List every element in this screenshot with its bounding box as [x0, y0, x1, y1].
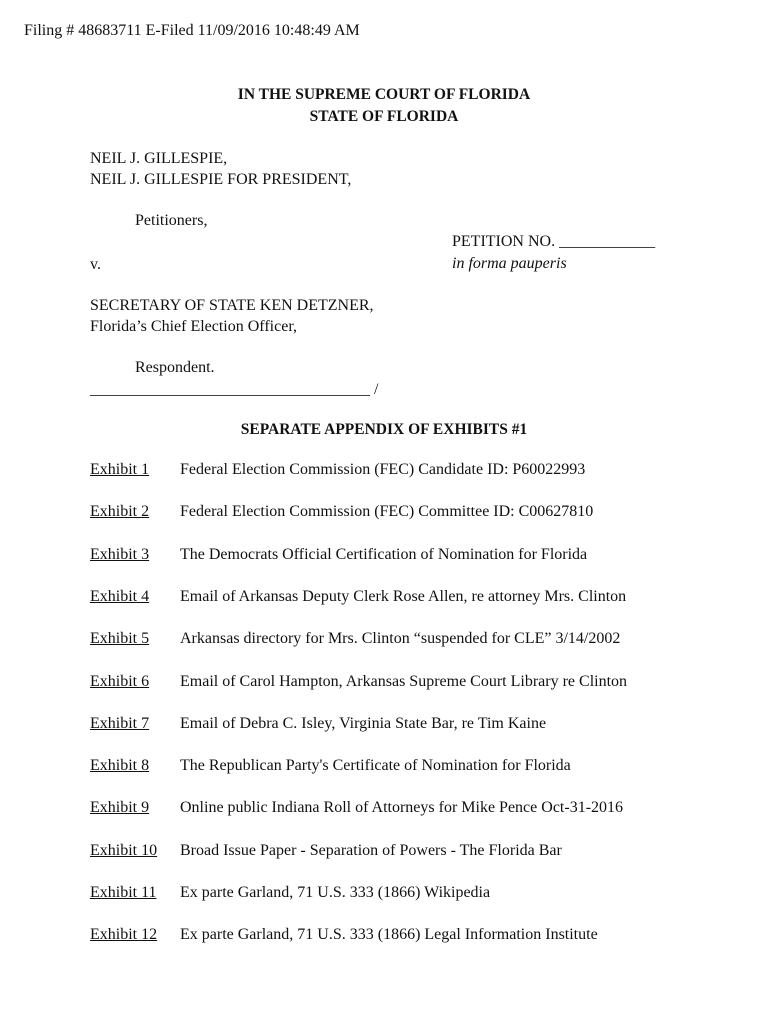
exhibit-link[interactable]: Exhibit 7 [90, 715, 150, 732]
respondent-label: Respondent. [135, 359, 215, 376]
appendix-title: SEPARATE APPENDIX OF EXHIBITS #1 [240, 421, 528, 438]
caption-rule: ___________________________________ / [90, 381, 379, 398]
court-title: IN THE SUPREME COURT OF FLORIDA [237, 86, 531, 103]
respondent-title: Florida’s Chief Election Officer, [90, 318, 298, 335]
exhibit-link[interactable]: Exhibit 11 [90, 884, 157, 901]
exhibit-link[interactable]: Exhibit 5 [90, 630, 150, 647]
petitioner-committee: NEIL J. GILLESPIE FOR PRESIDENT, [90, 171, 352, 188]
exhibit-description: Ex parte Garland, 71 U.S. 333 (1866) Wikipedia [180, 884, 491, 901]
versus: v. [90, 256, 101, 273]
exhibit-link[interactable]: Exhibit 10 [90, 842, 158, 859]
court-state: STATE OF FLORIDA [309, 108, 459, 125]
exhibit-description: The Democrats Official Certification of Nomination for Florida [180, 546, 588, 563]
exhibit-link[interactable]: Exhibit 6 [90, 673, 150, 690]
exhibit-link[interactable]: Exhibit 9 [90, 799, 150, 816]
exhibit-description: Online public Indiana Roll of Attorneys for Mike Pence Oct-31-2016 [180, 799, 624, 816]
exhibit-description: Ex parte Garland, 71 U.S. 333 (1866) Legal Information Institute [180, 926, 598, 943]
exhibit-link[interactable]: Exhibit 1 [90, 461, 150, 478]
exhibit-link[interactable]: Exhibit 8 [90, 757, 150, 774]
petitioners-label: Petitioners, [135, 212, 208, 229]
exhibit-description: Email of Carol Hampton, Arkansas Supreme Court Library re Clinton [180, 673, 628, 690]
filing-header: Filing # 48683711 E-Filed 11/09/2016 10:48:49 AM [24, 22, 360, 39]
exhibit-link[interactable]: Exhibit 3 [90, 546, 150, 563]
petition-number: PETITION NO. ____________ [452, 233, 656, 250]
exhibit-link[interactable]: Exhibit 12 [90, 926, 158, 943]
respondent-name: SECRETARY OF STATE KEN DETZNER, [90, 297, 374, 314]
petitioner-name: NEIL J. GILLESPIE, [90, 150, 228, 167]
exhibit-description: Email of Arkansas Deputy Clerk Rose Allen, re attorney Mrs. Clinton [180, 588, 627, 605]
exhibit-link[interactable]: Exhibit 2 [90, 503, 150, 520]
exhibit-description: Broad Issue Paper - Separation of Powers - The Florida Bar [180, 842, 562, 859]
exhibit-description: Email of Debra C. Isley, Virginia State Bar, re Tim Kaine [180, 715, 547, 732]
exhibit-description: Arkansas directory for Mrs. Clinton “suspended for CLE” 3/14/2002 [180, 630, 621, 647]
exhibit-link[interactable]: Exhibit 4 [90, 588, 150, 605]
exhibit-description: Federal Election Commission (FEC) Candidate ID: P60022993 [180, 461, 586, 478]
in-forma-pauperis: in forma pauperis [452, 255, 567, 272]
exhibit-description: Federal Election Commission (FEC) Committee ID: C00627810 [180, 503, 594, 520]
exhibit-description: The Republican Party's Certificate of Nomination for Florida [180, 757, 571, 774]
